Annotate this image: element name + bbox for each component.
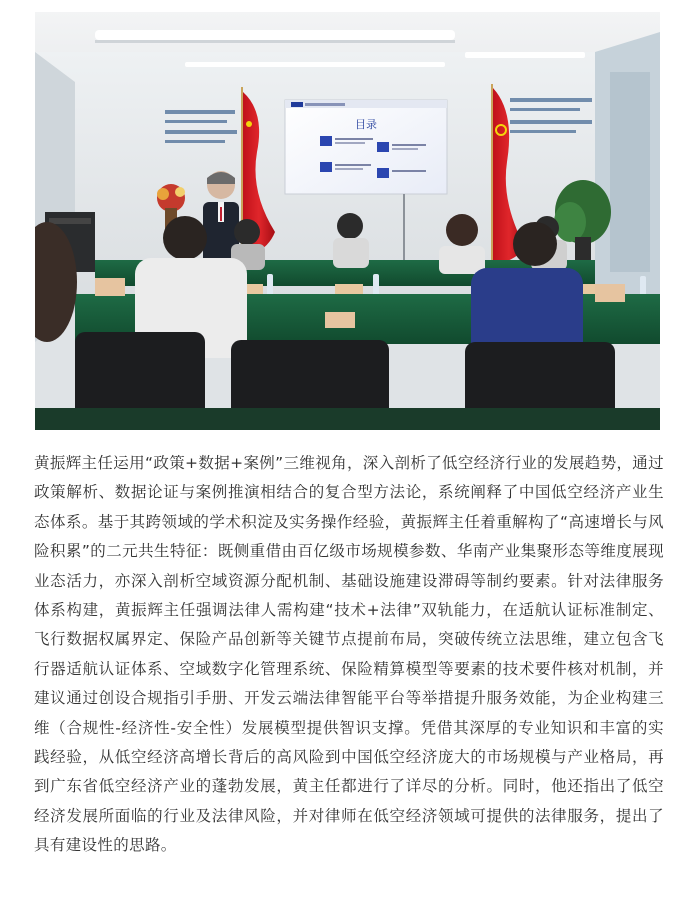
foreground-table [35, 408, 660, 430]
article-paragraph: 黄振辉主任运用“政策+数据+案例”三维视角，深入剖析了低空经济行业的发展趋势，通过政策解析、数据论证与案例推演相结合的复合型方法论，系统阐释了中国低空经济产业生态体系。基于其跨领域的学术积淀及实务操作经验，黄振辉主任着重解构了“高速增长与风险积累”的二元共生特征：既侧重借由百亿级市场规模参数、华南产业集聚形态等维度展现业态活力，亦深入剖析空域资源分配机制、基础设施建设滞碍等制约要素。针对法律服务体系构建，黄振辉主任强调法律人需构建“技术+法律”双轨能力，在适航认证标准制定、飞行数据权属界定、保险产品创新等关键节点提前布局，突破传统立法思维，建立包含飞行器适航认证体系、空域数字化管理系统、保险精算模型等要素的技术要件核对机制，并建议通过创设合规指引手册、开发云端法律智能平台等举措提升服务效能，为企业构建三维（合规性-经济性-安全性）发展模型提供智识支撑。凭借其深厚的专业知识和丰富的实践经验，从低空经济高增长背后的高风险到中国低空经济庞大的市场规模与产业格局，再到广东省低空经济产业的蓬勃发展，黄主任都进行了详尽的分析。同时，他还指出了低空经济发展所面临的行业及法律风险，并对律师在低空经济领域可提供的法律服务，提出了具有建设性的思路。 [34, 454, 664, 855]
conference-photo [35, 12, 660, 430]
ceiling-light [95, 30, 455, 40]
projection-screen [285, 100, 447, 194]
slide-title: 目录 [355, 118, 377, 131]
